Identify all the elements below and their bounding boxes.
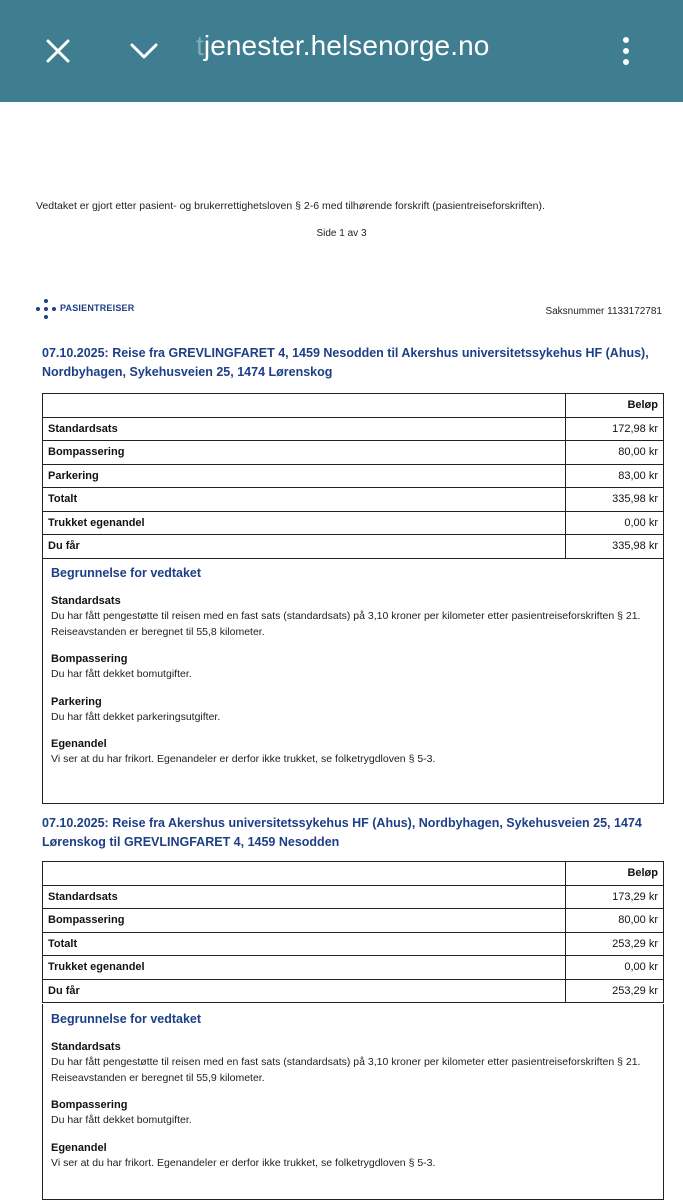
browser-top-bar <box>0 0 683 102</box>
reason-section <box>51 1141 655 1172</box>
reason-subtitle: Standardsats <box>51 1041 121 1053</box>
row-amount: 0,00 kr <box>566 956 664 980</box>
row-amount: 253,29 kr <box>566 979 664 1003</box>
table-row <box>43 885 664 909</box>
row-label: Standardsats <box>43 417 566 441</box>
row-amount: 335,98 kr <box>566 535 664 559</box>
row-amount: 173,29 kr <box>566 885 664 909</box>
row-amount: 172,98 kr <box>566 417 664 441</box>
reason-text: Du har fått dekket parkeringsutgifter. <box>51 710 221 723</box>
reason-subtitle: Egenandel <box>51 738 107 750</box>
reason-section <box>51 1040 655 1086</box>
trip-heading: 07.10.2025: Reise fra GREVLINGFARET 4, 1459 Nesodden til Akershus universitetssykehus HF (Ahus), Nordbyhagen, Sykehusveien 25, 1474 Lørenskog <box>42 346 649 379</box>
row-amount: 253,29 kr <box>566 932 664 956</box>
page-number: Side 1 av 3 <box>316 228 367 239</box>
reason-text: Du har fått pengestøtte til reisen med en fast sats (standardsats) på 3,10 kroner per kilometer etter pasientreiseforskriften § 21. Reiseavstanden er beregnet til 55,9 kilometer. <box>51 1056 641 1084</box>
reason-text: Vi ser at du har frikort. Egenandeler er derfor ikke trukket, se folketrygdloven § 5-3. <box>51 1156 436 1169</box>
minimize-button[interactable] <box>124 31 164 71</box>
reason-subtitle: Standardsats <box>51 595 121 607</box>
reason-box <box>42 558 664 804</box>
cost-table <box>42 393 664 559</box>
row-label: Bompassering <box>43 909 566 933</box>
row-label: Du får <box>43 979 566 1003</box>
reason-text: Du har fått pengestøtte til reisen med en fast sats (standardsats) på 3,10 kroner per kilometer etter pasientreiseforskriften § 21. Reiseavstanden er beregnet til 55,8 kilometer. <box>51 610 641 638</box>
cost-table <box>42 861 664 1003</box>
row-label: Du får <box>43 535 566 559</box>
row-amount: 0,00 kr <box>566 511 664 535</box>
reason-subtitle: Egenandel <box>51 1141 107 1154</box>
row-label: Trukket egenandel <box>43 956 566 980</box>
pasientreiser-logo <box>36 298 134 318</box>
url-text: jenester.helsenorge.no <box>203 30 490 61</box>
overflow-menu-button[interactable] <box>606 31 646 71</box>
table-cell <box>43 394 566 418</box>
reason-section <box>51 652 655 683</box>
row-amount: 83,00 kr <box>566 464 664 488</box>
table-header-row <box>43 394 664 418</box>
row-amount: 335,98 kr <box>566 488 664 512</box>
close-button[interactable] <box>38 31 78 71</box>
row-amount: 80,00 kr <box>566 909 664 933</box>
reason-text: Du har fått dekket bomutgifter. <box>51 668 192 680</box>
url-bar[interactable] <box>196 30 489 62</box>
table-row <box>43 909 664 933</box>
url-faded-prefix: t <box>196 30 204 61</box>
table-row <box>43 932 664 956</box>
trip-heading: 07.10.2025: Reise fra Akershus universitetssykehus HF (Ahus), Nordbyhagen, Sykehusveien 25, 1474 Lørenskog til GREVLINGFARET 4, 1459 Nesodden <box>42 816 642 849</box>
table-row <box>43 488 664 512</box>
close-icon <box>45 38 71 64</box>
row-label: Bompassering <box>43 441 566 465</box>
reason-section <box>51 695 655 726</box>
reason-section <box>51 1098 655 1129</box>
logo-dots-icon <box>36 298 56 318</box>
row-label: Standardsats <box>43 885 566 909</box>
reason-text: Vi ser at du har frikort. Egenandeler er derfor ikke trukket, se folketrygdloven § 5-3. <box>51 753 436 765</box>
reason-title: Begrunnelse for vedtaket <box>51 1012 202 1026</box>
amount-header: Beløp <box>566 862 664 886</box>
table-row <box>43 464 664 488</box>
reason-subtitle: Parkering <box>51 695 102 708</box>
reason-box <box>42 1004 664 1200</box>
reason-section <box>51 737 655 768</box>
table-row <box>43 956 664 980</box>
amount-header: Beløp <box>566 394 664 418</box>
reason-subtitle: Bompassering <box>51 1099 128 1111</box>
chevron-down-icon <box>129 41 159 61</box>
reason-title: Begrunnelse for vedtaket <box>51 566 202 580</box>
table-cell <box>43 862 566 886</box>
row-label: Parkering <box>43 464 566 488</box>
table-row <box>43 535 664 559</box>
table-row <box>43 511 664 535</box>
row-amount: 80,00 kr <box>566 441 664 465</box>
legal-basis-text: Vedtaket er gjort etter pasient- og brukerrettighetsloven § 2-6 med tilhørende forskrift (pasientreiseforskriften). <box>36 200 545 212</box>
table-header-row <box>43 862 664 886</box>
row-label: Trukket egenandel <box>43 511 566 535</box>
reason-section <box>51 594 655 640</box>
table-row <box>43 979 664 1003</box>
more-vert-icon <box>621 36 631 66</box>
table-row <box>43 417 664 441</box>
case-number: Saksnummer 1133172781 <box>545 306 662 317</box>
reason-subtitle: Bompassering <box>51 653 128 665</box>
document-page <box>0 102 683 1200</box>
reason-text: Du har fått dekket bomutgifter. <box>51 1114 192 1126</box>
row-label: Totalt <box>43 932 566 956</box>
table-row <box>43 441 664 465</box>
logo-text: PASIENTREISER <box>60 303 135 313</box>
row-label: Totalt <box>43 488 566 512</box>
